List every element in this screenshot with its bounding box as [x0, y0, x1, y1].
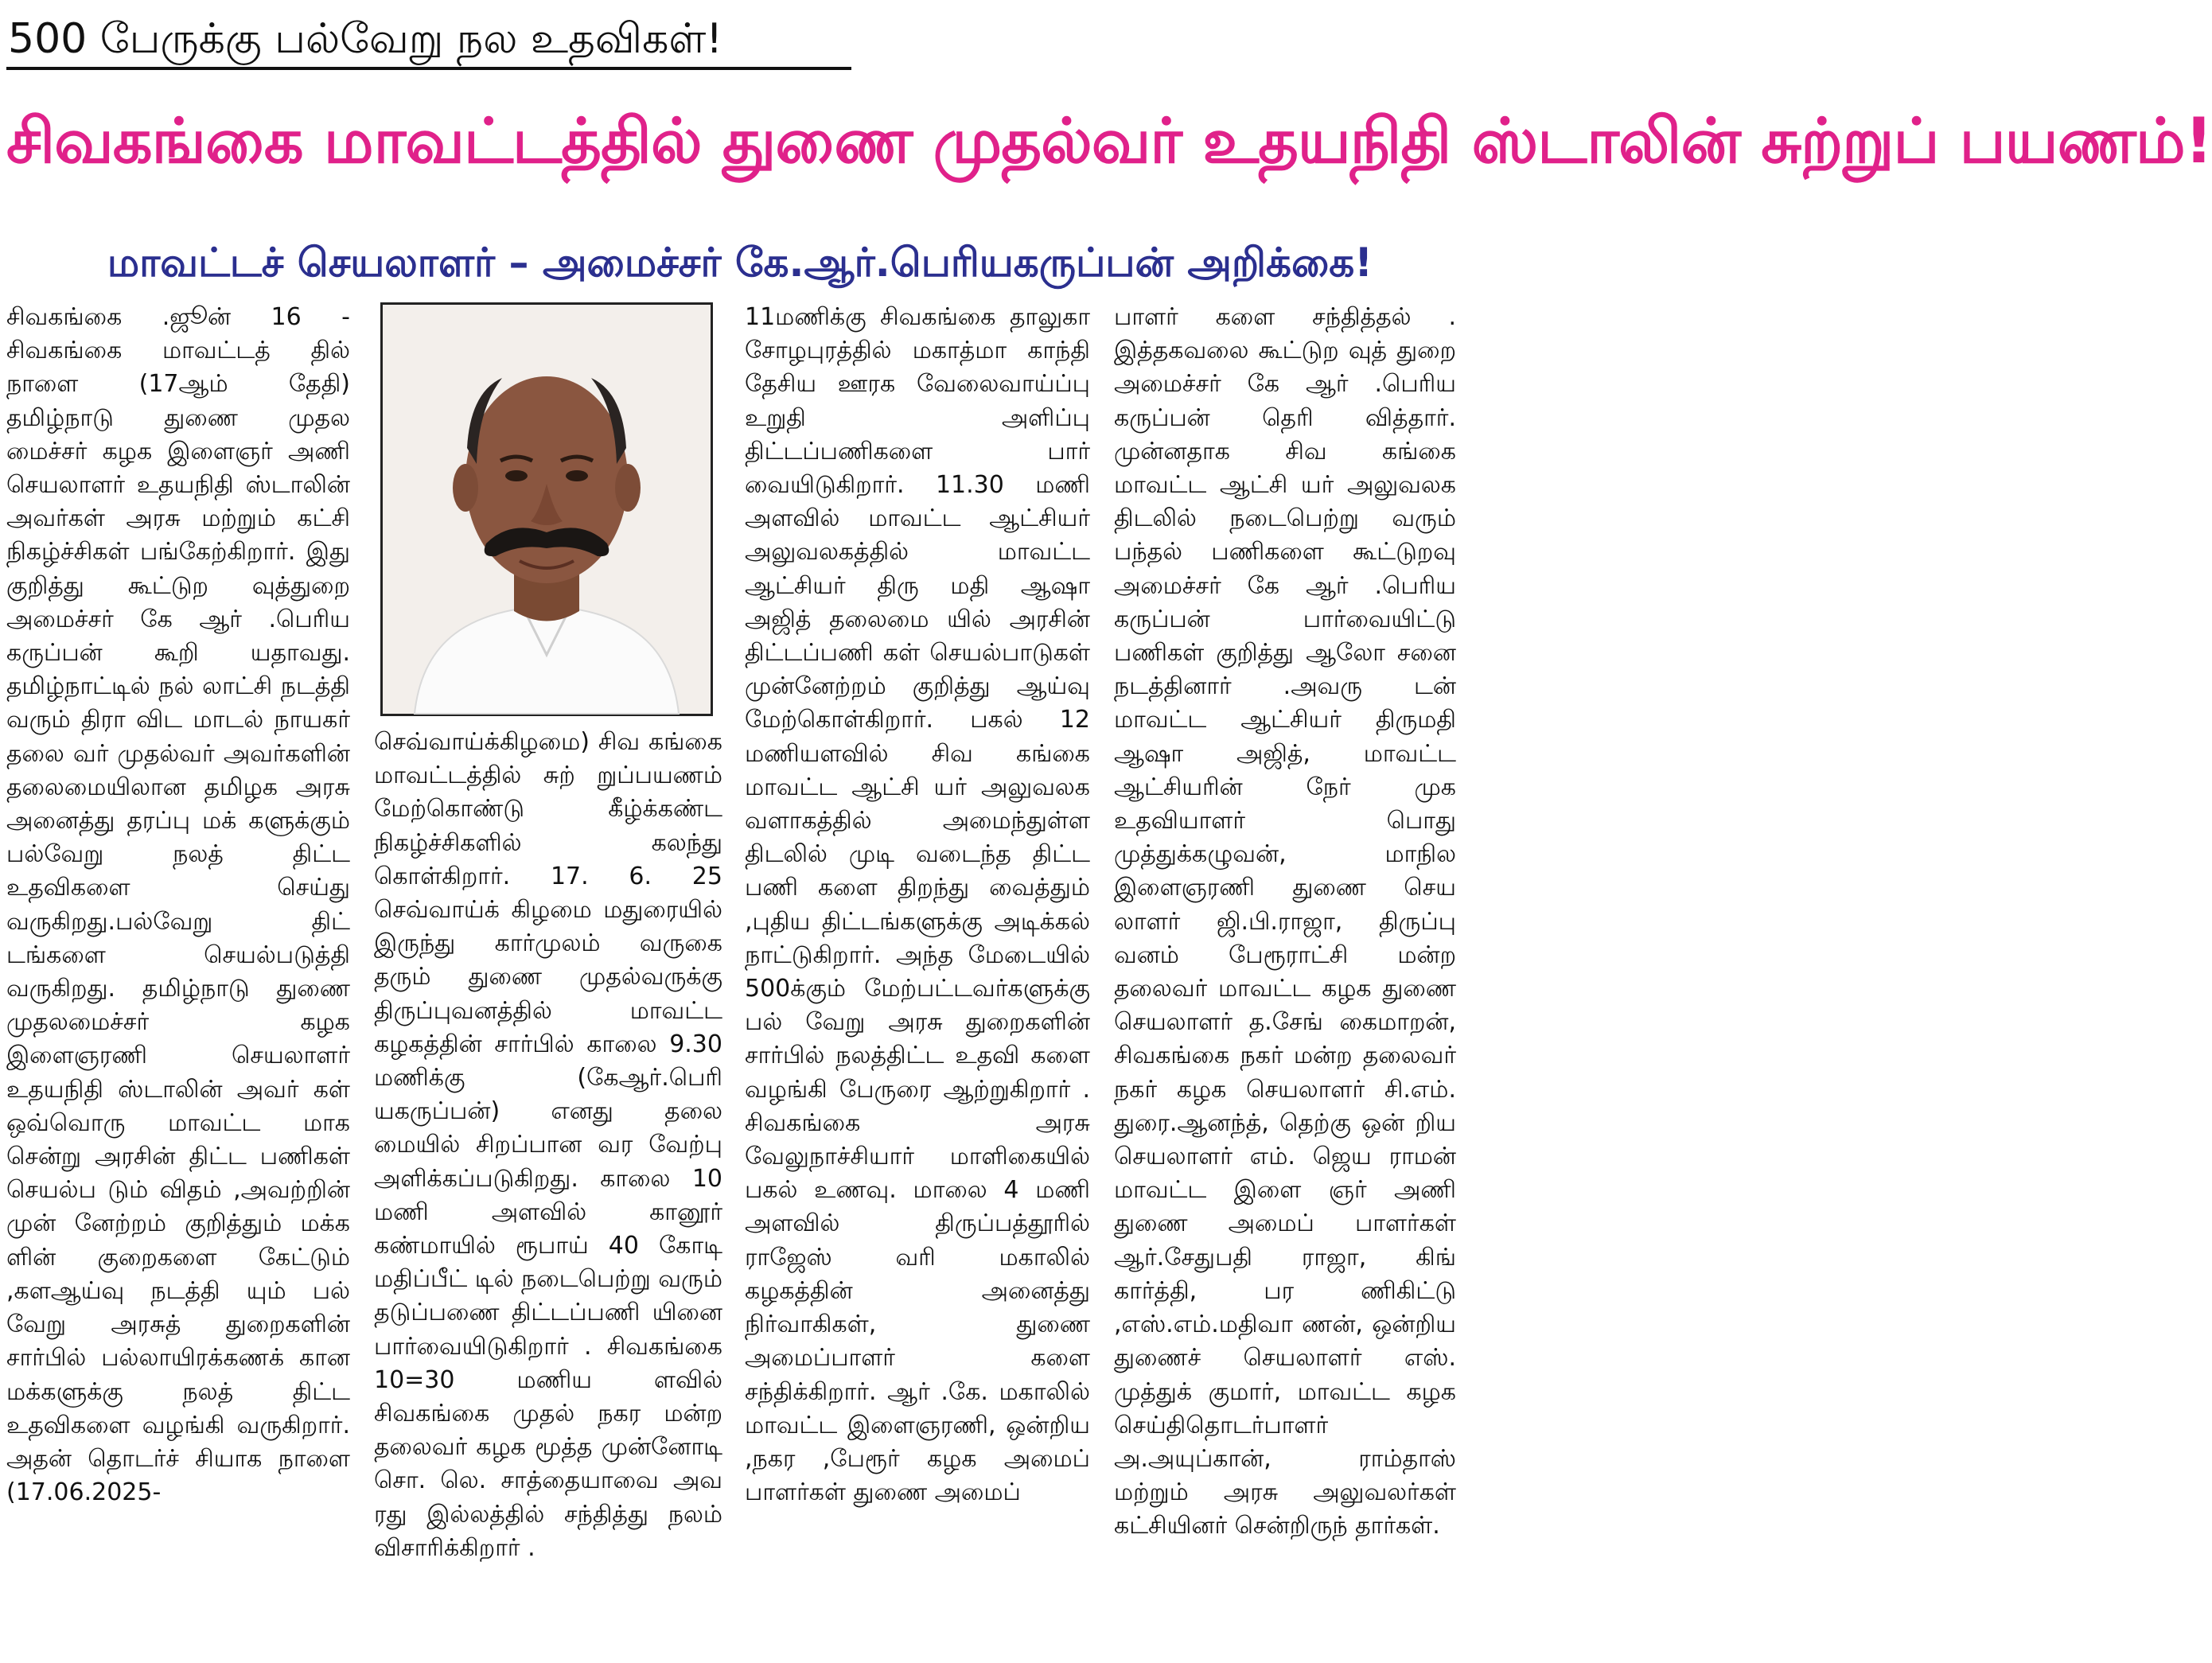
article-column-1	[6, 301, 350, 1660]
article-column-4	[1114, 301, 1456, 1660]
column-2-text: செவ்வாய்க்கிழமை) சிவ கங்கை மாவட்டத்தில் சுற் றுப்பயணம் மேற்கொண்டு கீழ்க்கண்ட நிகழ்ச்சிகளில் கலந்து கொள்கிறார். 17. 6. 25 செவ்வாய்க் கிழமை மதுரையில் இருந்து கார்முலம் வருகை தரும் துணை முதல்வருக்கு திருப்புவனத்தில் மாவட்ட கழகத்தின் சார்பில் காலை 9.30 மணிக்கு (கேஆர்.பெரி யகருப்பன்) எனது தலை மையில் சிறப்பான வர வேற்பு அளிக்கப்படுகிறது. காலை 10 மணி அளவில் கானூர் கண்மாயில் ரூபாய் 40 கோடி மதிப்பீட் டில் நடைபெற்று வரும் தடுப்பணை திட்டப்பணி யினை பார்வையிடுகிறார் . சிவகங்கை 10=30 மணிய ளவில் சிவகங்கை முதல் நகர மன்ற தலைவர் கழக மூத்த முன்னோடி சொ. லெ. சாத்தையாவை அவ ரது இல்லத்தில் சந்தித்து நலம் விசாரிக்கிறார் .	[374, 728, 722, 1562]
kicker-underline	[6, 67, 851, 70]
main-headline: சிவகங்கை மாவட்டத்தில் துணை முதல்வர் உதயநிதி ஸ்டாலின் சுற்றுப் பயணம்!	[6, 106, 2212, 177]
article-column-3	[745, 301, 1090, 1660]
kicker-headline: 500 பேருக்கு பல்வேறு நல உதவிகள்!	[8, 15, 723, 63]
column-4-text: பாளர் களை சந்தித்தல் . இத்தகவலை கூட்டுற வுத் துறை அமைச்சர் கே ஆர் .பெரிய கருப்பன் தெரி வித்தார். முன்னதாக சிவ கங்கை மாவட்ட ஆட்சி யர் அலுவலக திடலில் நடைபெற்று வரும் பந்தல் பணிகளை கூட்டுறவு அமைச்சர் கே ஆர் .பெரிய கருப்பன் பார்வையிட்டு பணிகள் குறித்து ஆலோ சனை நடத்தினார் .அவரு டன் மாவட்ட ஆட்சியர் திருமதி ஆஷா அஜித், மாவட்ட ஆட்சியரின் நேர் முக உதவியாளர் பொது முத்துக்கழுவன், மாநில இளைஞரணி துணை செய லாளர் ஜி.பி.ராஜா, திருப்பு வனம் பேரூராட்சி மன்ற தலைவர் மாவட்ட கழக துணை செயலாளர் த.சேங் கைமாறன், சிவகங்கை நகர் மன்ற தலைவர் நகர் கழக செயலாளர் சி.எம். துரை.ஆனந்த், தெற்கு ஒன் றிய செயலாளர் எம். ஜெய ராமன் மாவட்ட இளை ஞர் அணி துணை அமைப் பாளர்கள் ஆர்.சேதுபதி ராஜா, கிங் கார்த்தி, பர ணிகிட்டு ,எஸ்.எம்.மதிவா ணன், ஒன்றிய துணைச் செயலாளர் எஸ். முத்துக் குமார், மாவட்ட கழக செய்திதொடர்பாளர் அ.அயுப்கான், ராம்தாஸ் மற்றும் அரசு அலுவலர்கள் கட்சியினர் சென்றிருந் தார்கள்.	[1114, 303, 1456, 1540]
sub-headline: மாவட்டச் செயலாளர் – அமைச்சர் கே.ஆர்.பெரியகருப்பன் அறிக்கை!	[107, 240, 1373, 286]
article-column-2	[374, 726, 722, 1660]
column-1-text: சிவகங்கை .ஜூன் 16 - சிவகங்கை மாவட்டத் தில் நாளை (17ஆம் தேதி) தமிழ்நாடு துணை முதல மைச்சர் கழக இளைஞர் அணி செயலாளர் உதயநிதி ஸ்டாலின் அவர்கள் அரசு மற்றும் கட்சி நிகழ்ச்சிகள் பங்கேற்கிறார். இது குறித்து கூட்டுற வுத்துறை அமைச்சர் கே ஆர் .பெரிய கருப்பன் கூறி யதாவது. தமிழ்நாட்டில் நல் லாட்சி நடத்தி வரும் திரா விட மாடல் நாயகர் தலை வர் முதல்வர் அவர்களின் தலைமையிலான தமிழக அரசு அனைத்து தரப்பு மக் களுக்கும் பல்வேறு நலத் திட்ட உதவிகளை செய்து வருகிறது.பல்வேறு திட் டங்களை செயல்படுத்தி வருகிறது. தமிழ்நாடு துணை முதலமைச்சர் கழக இளைஞரணி செயலாளர் உதயநிதி ஸ்டாலின் அவர் கள் ஒவ்வொரு மாவட்ட மாக சென்று அரசின் திட்ட பணிகள் செயல்ப டும் விதம் ,அவற்றின் முன் னேற்றம் குறித்தும் மக்க ளின் குறைகளை கேட்டும் ,களஆய்வு நடத்தி யும் பல் வேறு அரசுத் துறைகளின் சார்பில் பல்லாயிரக்கணக் கான மக்களுக்கு நலத் திட்ட உதவிகளை வழங்கி வருகிறார். அதன் தொடர்ச் சியாக நாளை (17.06.2025-	[6, 303, 350, 1507]
portrait-photo-icon	[383, 305, 711, 714]
minister-portrait-photo	[380, 302, 713, 716]
column-3-text: 11மணிக்கு சிவகங்கை தாலுகா சோழபுரத்தில் மகாத்மா காந்தி தேசிய ஊரக வேலைவாய்ப்பு உறுதி அளிப்பு திட்டப்பணிகளை பார் வையிடுகிறார். 11.30 மணி அளவில் மாவட்ட ஆட்சியர் அலுவலகத்தில் மாவட்ட ஆட்சியர் திரு மதி ஆஷா அஜித் தலைமை யில் அரசின் திட்டப்பணி கள் செயல்பாடுகள் முன்னேற்றம் குறித்து ஆய்வு மேற்கொள்கிறார். பகல் 12 மணியளவில் சிவ கங்கை மாவட்ட ஆட்சி யர் அலுவலக வளாகத்தில் அமைந்துள்ள திடலில் முடி வடைந்த திட்ட பணி களை திறந்து வைத்தும் ,புதிய திட்டங்களுக்கு அடிக்கல் நாட்டுகிறார். அந்த மேடையில் 500க்கும் மேற்பட்டவர்களுக்கு பல் வேறு அரசு துறைகளின் சார்பில் நலத்திட்ட உதவி களை வழங்கி பேருரை ஆற்றுகிறார் . சிவகங்கை அரசு வேலுநாச்சியார் மாளிகையில் பகல் உணவு. மாலை 4 மணி அளவில் திருப்பத்தூரில் ராஜேஸ் வரி மகாலில் கழகத்தின் அனைத்து நிர்வாகிகள், துணை அமைப்பாளர் களை சந்திக்கிறார். ஆர் .கே. மகாலில் மாவட்ட இளைஞரணி, ஒன்றிய ,நகர ,பேரூர் கழக அமைப் பாளர்கள் துணை அமைப்	[745, 303, 1090, 1507]
